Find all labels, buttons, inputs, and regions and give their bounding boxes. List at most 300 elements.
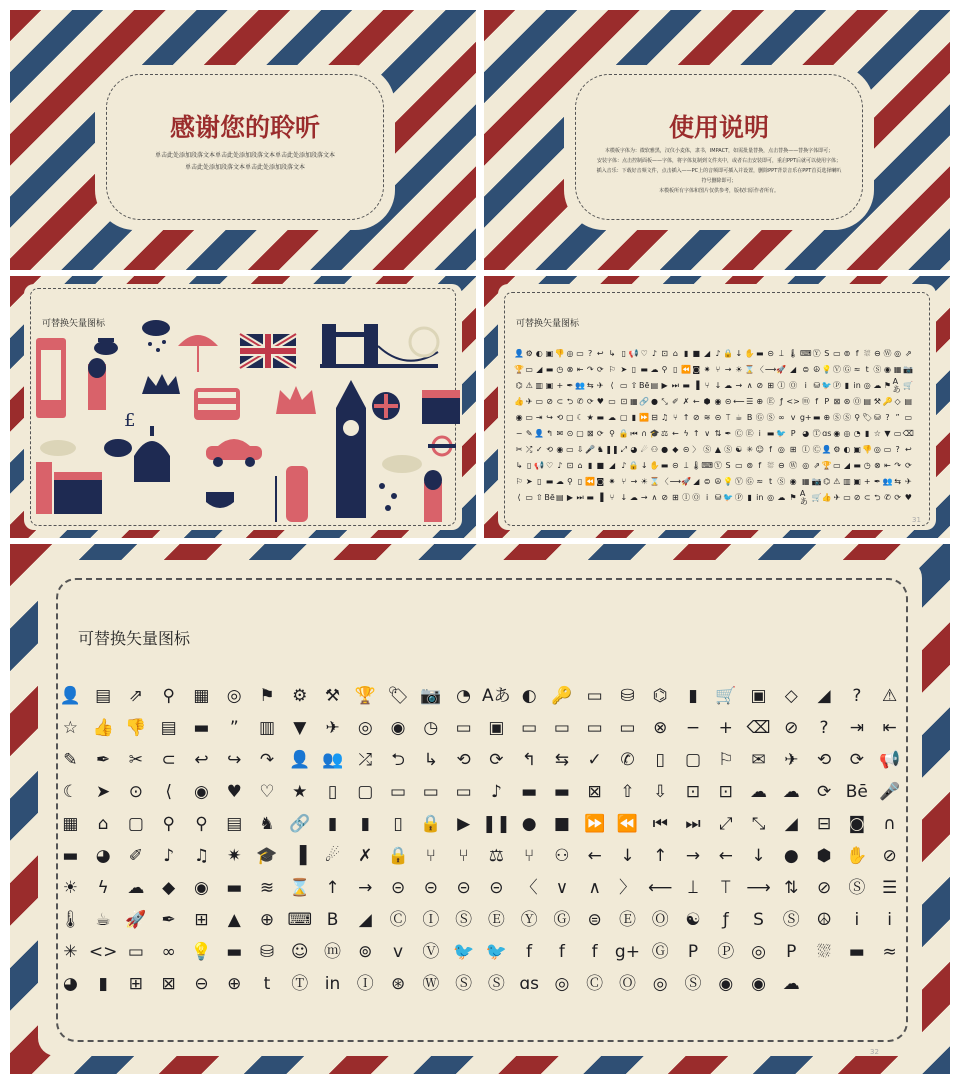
glyph-icon: Ⓣ (291, 973, 309, 994)
glyph-icon: ⌨ (799, 349, 812, 358)
pound-sign-icon: £ (124, 410, 136, 431)
glyph-icon: ◢ (790, 365, 797, 374)
glyph-icon: Ⓢ (832, 413, 841, 422)
glyph-icon: ⊟ (651, 413, 658, 422)
glyph-icon: ▲ (227, 909, 241, 930)
glyph-icon: ⊞ (789, 445, 797, 454)
glyph-icon: ⊖ (194, 973, 209, 994)
glyph-icon: t (263, 973, 271, 994)
glyph-icon: ▢ (566, 413, 574, 422)
glyph-icon: ∩ (883, 813, 896, 834)
glyph-icon: 🐦 (723, 493, 734, 502)
glyph-icon: ▶ (661, 381, 668, 390)
glyph-icon: ☀ (640, 477, 648, 486)
glyph-icon: ⟲ (456, 749, 471, 770)
glyph-icon: ▐ (693, 381, 700, 390)
glyph-icon: ▲ (714, 445, 722, 454)
glyph-icon: ⇆ (554, 749, 570, 770)
glyph-icon: ⏮ (652, 813, 668, 834)
glyph-icon: ▭ (127, 941, 144, 962)
glyph-icon: ▶ (566, 493, 573, 502)
glyph-icon: ✷ (608, 477, 616, 486)
phone-box-icon (36, 338, 66, 418)
glyph-icon: 🔒 (387, 845, 409, 866)
glyph-icon: ▭ (833, 461, 841, 470)
glyph-icon: ◉ (751, 973, 766, 994)
glyph-icon: Ⓟ (717, 941, 735, 962)
glyph-icon: ▭ (883, 445, 892, 454)
glyph-icon: Ⓨ (812, 349, 821, 358)
glyph-icon: ⟳ (596, 429, 604, 438)
body-line-1: 本模板字体为：微软雅黑，汉仪小麦体，隶书，IMPACT，如需批量替换，点击替换——替换字体即可； (604, 148, 834, 154)
body-line-3: 插入音乐：下载好音频文件，点击插入——PC上的音频即可插入并设置，删除PPT背景音乐在PPT首页选择喇叭 (596, 168, 842, 174)
glyph-icon: ▥ (535, 381, 544, 390)
glyph-icon: ◎ (226, 685, 242, 706)
glyph-icon: ♥ (904, 493, 912, 502)
underground-sign-icon (428, 437, 456, 455)
glyph-icon: ☕ (95, 909, 111, 930)
glyph-icon: ƒ (779, 397, 783, 406)
glyph-icon: in (756, 493, 764, 502)
glyph-icon: ⊡ (718, 781, 733, 802)
glyph-icon: ▬ (62, 845, 79, 866)
glyph-icon: ⊗ (874, 461, 881, 470)
glyph-icon: Ⓟ (734, 493, 743, 502)
glyph-icon: i (706, 493, 709, 502)
glyph-icon: ⊖ (874, 349, 881, 358)
glyph-icon: ⊕ (259, 909, 275, 930)
page-number: 32 (870, 1048, 879, 1056)
glyph-icon: ⊝ (390, 877, 406, 898)
glyph-icon: ⛆ (864, 349, 871, 358)
glyph-icon: ⏪ (585, 477, 596, 486)
glyph-icon: ⚲ (195, 813, 208, 834)
glyph-icon: ⟘ (687, 877, 699, 898)
glyph-icon: ♪ (651, 349, 657, 358)
tower-bridge-icon (320, 324, 438, 368)
slide-thanks (10, 10, 476, 270)
glyph-icon: ◕ (95, 845, 111, 866)
glyph-icon: ⊂ (863, 493, 871, 502)
glyph-icon: ⤮ (525, 445, 533, 454)
glyph-icon: f (591, 941, 598, 962)
glyph-icon: Ⓒ (812, 445, 821, 454)
glyph-icon: ⛆ (817, 941, 831, 962)
glyph-icon: ◷ (863, 461, 871, 470)
glyph-icon: ▤ (650, 381, 659, 390)
glyph-icon: ▯ (537, 477, 542, 486)
glyph-icon: ↳ (515, 461, 523, 470)
glyph-icon: ⑂ (458, 845, 469, 866)
glyph-icon: 👥 (321, 749, 344, 770)
glyph-icon: in (853, 381, 861, 390)
glyph-icon: ? (819, 717, 829, 738)
glyph-icon: ● (661, 445, 669, 454)
glyph-icon: − (685, 717, 701, 738)
glyph-icon: ☁ (608, 413, 617, 422)
glyph-icon: + (863, 477, 871, 486)
glyph-icon: ⊝ (456, 877, 471, 898)
glyph-icon: ⊚ (746, 461, 754, 470)
slide-title: 感谢您的聆听 (169, 113, 320, 142)
glyph-icon: ☕ (735, 413, 743, 422)
glyph-icon: P (790, 429, 796, 438)
london-eye-icon (410, 328, 438, 356)
glyph-icon: Ⓦ (883, 349, 892, 358)
glyph-icon: Ⓞ (618, 973, 636, 994)
glyph-icon: ⌛ (289, 877, 311, 898)
glyph-icon: ⑂ (425, 845, 436, 866)
glyph-icon: ↳ (608, 349, 616, 358)
glyph-icon: 👎 (125, 717, 147, 738)
glyph-icon: ▬ (226, 941, 243, 962)
royal-crown-icon (276, 386, 316, 414)
glyph-icon: 🔒 (723, 349, 734, 358)
glyph-icon: Ⓖ (651, 941, 669, 962)
glyph-icon: Ⓥ (832, 365, 841, 374)
glyph-icon: ∧ (588, 877, 601, 898)
glyph-icon: ✂ (128, 749, 144, 770)
glyph-icon: ⊠ (161, 973, 176, 994)
glyph-icon: ← (587, 845, 602, 866)
teapot-icon (94, 338, 118, 355)
glyph-icon: ⊘ (784, 717, 799, 738)
glyph-icon: ⌫ (746, 717, 771, 738)
glyph-icon: Ⓢ (782, 909, 800, 930)
glyph-icon: ↰ (546, 429, 553, 438)
glyph-icon: ▬ (553, 781, 570, 802)
icon-grid (514, 346, 914, 506)
glyph-icon: Ⓖ (553, 909, 571, 930)
glyph-icon: ← (692, 397, 700, 406)
glyph-icon: ⛁ (620, 685, 635, 706)
glyph-icon: ■ (692, 349, 701, 358)
glyph-icon: ▭ (525, 413, 533, 422)
glyph-icon: ⟨ (165, 781, 172, 802)
glyph-icon: ⌂ (672, 349, 678, 358)
glyph-icon: 🎓 (256, 845, 278, 866)
glyph-icon: ◎ (652, 973, 668, 994)
glyph-icon: ◢ (536, 365, 543, 374)
page-number: 31 (912, 516, 921, 524)
glyph-icon: + (718, 717, 733, 738)
glyph-icon: ▭ (586, 685, 603, 706)
glyph-icon: P (687, 941, 699, 962)
glyph-icon: ▬ (660, 461, 669, 470)
glyph-icon: → (735, 381, 743, 390)
glyph-icon: Ⓒ (734, 429, 743, 438)
glyph-icon: ⇗ (904, 349, 912, 358)
glyph-icon: ▣ (545, 349, 554, 358)
glyph-icon: ✳ (746, 445, 754, 454)
glyph-icon: ⤢ (718, 813, 733, 834)
glyph-icon: ϟ (97, 877, 109, 898)
glyph-icon: ▣ (853, 477, 861, 486)
london-illustrations (10, 276, 476, 538)
glyph-icon: ↓ (640, 461, 648, 470)
glyph-icon: ♥ (596, 397, 604, 406)
glyph-icon: ▬ (521, 781, 538, 802)
glyph-icon: Aあ (482, 685, 511, 706)
glyph-icon: ⟙ (725, 413, 731, 422)
glyph-icon: ☁ (555, 477, 564, 486)
glyph-icon: ⊠ (833, 397, 841, 406)
glyph-icon: ♪ (557, 461, 563, 470)
glyph-icon: <> (88, 941, 118, 962)
glyph-icon: ◕ (62, 973, 78, 994)
glyph-icon: ▮ (360, 813, 370, 834)
glyph-icon: ⊗ (566, 365, 574, 374)
glyph-icon: ⏭ (685, 813, 701, 834)
glyph-icon: ⑂ (672, 413, 678, 422)
glyph-icon: ≈ (882, 941, 897, 962)
glyph-icon: 👥 (882, 477, 893, 486)
glyph-icon: Ⓖ (745, 477, 754, 486)
glyph-icon: ⑂ (715, 365, 721, 374)
car-icon (206, 439, 262, 467)
glyph-icon: ⟳ (816, 781, 832, 802)
glyph-icon: ⮌ (874, 493, 881, 502)
glyph-icon: ☁ (650, 365, 659, 374)
glyph-icon: ⟙ (720, 877, 731, 898)
glyph-icon: ⇅ (714, 429, 722, 438)
glyph-icon: → (358, 877, 373, 898)
glyph-icon: ↑ (653, 845, 668, 866)
glyph-icon: ◇ (894, 397, 901, 406)
cathedral-icon (134, 426, 170, 482)
glyph-icon: 🐦 (821, 381, 832, 390)
glyph-icon: Ⓢ (777, 477, 786, 486)
glyph-icon: ▯ (655, 749, 665, 770)
glyph-icon: ▣ (750, 685, 767, 706)
glyph-icon: ✈ (596, 381, 604, 390)
glyph-icon: 🌡 (788, 349, 799, 358)
glyph-icon: v (790, 413, 796, 422)
glyph-icon: ⚑ (789, 493, 797, 502)
glyph-icon: ⇤ (882, 717, 897, 738)
slide-icon-grid-small (484, 276, 950, 538)
glyph-icon: ≋ (259, 877, 275, 898)
glyph-icon: ◕ (630, 445, 638, 454)
glyph-icon: i (887, 909, 892, 930)
glyph-icon: ⚐ (515, 477, 523, 486)
glyph-icon: ← (672, 429, 679, 438)
glyph-icon: 🚀 (681, 477, 692, 486)
glyph-icon: ⟘ (778, 349, 784, 358)
glyph-icon: ▭ (525, 493, 533, 502)
glyph-icon: Ⓞ (853, 397, 862, 406)
glyph-icon: ↩ (904, 445, 912, 454)
glyph-icon: ✈ (833, 493, 841, 502)
glyph-icon: ▬ (812, 413, 821, 422)
glyph-icon: ▥ (258, 717, 276, 738)
glyph-icon: ▮ (631, 413, 637, 422)
glyph-icon: ▤ (863, 397, 872, 406)
glyph-icon: ➤ (96, 781, 111, 802)
glyph-icon: Ⓖ (843, 365, 851, 374)
glyph-icon: ◢ (693, 477, 700, 486)
glyph-icon: ∞ (778, 413, 785, 422)
glyph-icon: ⇧ (630, 381, 638, 390)
glyph-icon: Ⓘ (422, 909, 440, 930)
glyph-icon: + (556, 381, 564, 390)
glyph-icon: ◉ (515, 413, 523, 422)
glyph-icon: ⊡ (685, 781, 701, 802)
glyph-icon: ☮ (813, 365, 821, 374)
glyph-icon: → (640, 493, 648, 502)
glyph-icon: ⚠ (833, 477, 841, 486)
glyph-icon: 📢 (628, 349, 639, 358)
glyph-icon: t (865, 365, 869, 374)
slide-instructions (484, 10, 950, 270)
glyph-icon: ⌬ (652, 685, 668, 706)
glyph-icon: ▭ (566, 445, 574, 454)
glyph-icon: f (526, 941, 533, 962)
glyph-icon: ⊞ (194, 909, 209, 930)
glyph-icon: ⌬ (823, 477, 831, 486)
glyph-icon: ● (521, 813, 537, 834)
double-decker-bus-icon (194, 388, 240, 420)
glyph-icon: ▦ (801, 477, 810, 486)
glyph-icon: ◉ (390, 717, 406, 738)
glyph-icon: ⊘ (546, 397, 553, 406)
glyph-icon: i (804, 381, 807, 390)
glyph-icon: i (758, 429, 761, 438)
glyph-icon: ∞ (161, 941, 176, 962)
glyph-icon: ↑ (692, 429, 700, 438)
glyph-icon: ☁ (782, 781, 800, 802)
glyph-icon: ▬ (596, 413, 605, 422)
glyph-icon: ≋ (703, 413, 711, 422)
glyph-icon: ♡ (640, 349, 648, 358)
glyph-icon: 👥 (575, 381, 586, 390)
glyph-icon: 🔑 (551, 685, 573, 706)
big-ben-icon (336, 380, 366, 518)
label-card-border (106, 74, 384, 220)
glyph-icon: Ⓒ (389, 909, 407, 930)
glyph-icon: ▭ (535, 397, 544, 406)
glyph-icon: Ⓔ (487, 909, 505, 930)
glyph-icon: ☰ (746, 397, 754, 406)
glyph-icon: ❚❚ (605, 445, 619, 454)
glyph-icon: ◉ (714, 397, 722, 406)
glyph-icon: ▭ (455, 781, 472, 802)
glyph-icon: ◉ (884, 365, 891, 374)
glyph-icon: ⏩ (584, 813, 606, 834)
glyph-icon: ♡ (259, 781, 275, 802)
glyph-icon: ⇧ (620, 781, 635, 802)
glyph-icon: ⏪ (681, 365, 692, 374)
glyph-icon: ▮ (587, 461, 593, 470)
glyph-icon: ↓ (620, 845, 635, 866)
glyph-icon: ⇗ (813, 461, 821, 470)
glyph-icon: ⛆ (767, 461, 774, 470)
glyph-icon: ✷ (227, 845, 242, 866)
glyph-icon: 〉 (618, 877, 636, 898)
glyph-icon: ◎ (843, 429, 851, 438)
glyph-icon: ✆ (576, 397, 584, 406)
glyph-icon: ♪ (163, 845, 175, 866)
glyph-icon: ✒ (566, 381, 574, 390)
union-jack-icon (240, 334, 296, 368)
glyph-icon: ↪ (227, 749, 242, 770)
glyph-icon: ⤡ (661, 397, 668, 406)
glyph-icon: ◔ (853, 429, 861, 438)
rain-cloud-icon (142, 320, 170, 352)
glyph-icon: ⚒ (873, 397, 881, 406)
glyph-icon: ☰ (881, 877, 898, 898)
glyph-icon: ✉ (751, 749, 766, 770)
glyph-icon: 🏷 (862, 413, 873, 422)
glyph-icon: ⇅ (784, 877, 799, 898)
glyph-icon: ⇩ (653, 781, 668, 802)
glyph-icon: ● (650, 397, 658, 406)
umbrella-icon (178, 335, 218, 372)
glyph-icon: i (854, 909, 860, 930)
glyph-icon: ⊞ (767, 381, 774, 390)
glyph-icon: ▬ (848, 941, 865, 962)
glyph-icon: 🏆 (514, 365, 525, 374)
glyph-icon: ⟳ (489, 749, 504, 770)
glyph-icon: ↑ (682, 413, 690, 422)
glyph-icon: ▤ (95, 685, 112, 706)
glyph-icon: 〈 (660, 477, 669, 486)
glyph-icon: ▬ (755, 349, 764, 358)
glyph-icon: ⊡ (620, 397, 628, 406)
glyph-icon: ▬ (193, 717, 210, 738)
glyph-icon: ⇆ (894, 477, 901, 486)
glyph-icon: ⟳ (849, 749, 864, 770)
glyph-icon: ▤ (556, 493, 564, 502)
glyph-icon: ▢ (620, 413, 628, 422)
glyph-icon: 🐦 (776, 429, 787, 438)
glyph-icon: ⬢ (703, 397, 711, 406)
glyph-icon: ⛁ (813, 381, 821, 390)
glyph-icon: 🔗 (289, 813, 311, 834)
glyph-icon: ⊜ (802, 365, 810, 374)
glyph-icon: ✐ (672, 397, 679, 406)
glyph-icon: Ⓢ (848, 877, 866, 898)
glyph-icon: ▭ (619, 717, 636, 738)
raindrops-icon (379, 483, 397, 511)
glyph-icon: ▬ (640, 365, 648, 374)
glyph-icon: ∧ (746, 381, 753, 390)
glyph-icon: 📢 (534, 461, 545, 470)
glyph-icon: 🐦 (485, 941, 507, 962)
glyph-icon: Bē (638, 381, 650, 390)
glyph-icon: ⊝ (714, 413, 722, 422)
glyph-icon: ☯ (735, 445, 743, 454)
glyph-icon: ⊡ (566, 461, 574, 470)
glyph-icon: ♡ (545, 461, 554, 470)
glyph-icon: ▮ (98, 973, 108, 994)
glyph-icon: ⇤ (884, 461, 891, 470)
glyph-icon: ⟳ (596, 365, 604, 374)
glyph-icon: 👤 (514, 349, 525, 358)
glyph-icon: 📷 (903, 365, 914, 374)
glyph-icon: ⊝ (423, 877, 438, 898)
glyph-icon: 〈 (755, 365, 764, 374)
glyph-icon: Ⓦ (789, 461, 798, 470)
glyph-icon: ☁ (873, 381, 882, 390)
glyph-icon: ⊝ (489, 877, 504, 898)
glyph-icon: ▯ (577, 477, 583, 486)
glyph-icon: ⌨ (701, 461, 713, 470)
glyph-icon: ☁ (782, 973, 800, 994)
glyph-icon: ⟳ (904, 461, 912, 470)
glyph-icon: ✎ (63, 749, 78, 770)
glyph-icon: ✈ (325, 717, 340, 738)
